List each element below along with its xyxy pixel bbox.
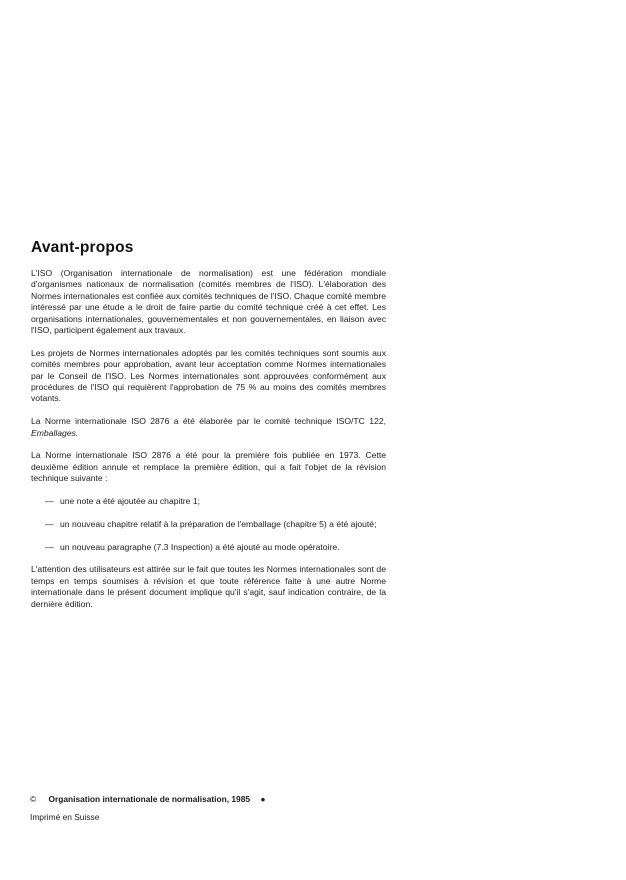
closing-paragraph: L'attention des utilisateurs est attirée sur le fait que toutes les Normes internationales sont de temps en temps soumises à révision et que toute référence faite à une autre Norme internationale dans le présent document implique qu'il s'agit, sauf indication contraire, de la dernière édition. <box>31 564 386 609</box>
revision-text: une note a été ajoutée au chapitre 1; <box>60 496 200 507</box>
list-item <box>31 542 386 553</box>
list-item <box>31 496 386 507</box>
bullet-icon: ● <box>260 794 266 804</box>
revision-text: un nouveau paragraphe (7.3 Inspection) a été ajouté au mode opératoire. <box>60 541 340 552</box>
page-title: Avant-propos <box>31 239 134 256</box>
dash-marker: — <box>45 518 54 529</box>
copyright-icon: © <box>30 794 37 804</box>
edition-paragraph: La Norme internationale ISO 2876 a été pour la première fois publiée en 1973. Cette deuxième édition annule et remplace la première édition, qui a fait l'objet de la révision technique suivante : <box>31 450 386 484</box>
revision-text: un nouveau chapitre relatif à la préparation de l'emballage (chapitre 5) a été ajouté; <box>60 518 377 529</box>
printed-in: Imprimé en Suisse <box>30 812 100 822</box>
list-item <box>31 519 386 530</box>
copyright-line <box>30 794 265 804</box>
foreword-body <box>31 268 386 621</box>
committee-text: La Norme internationale ISO 2876 a été élaborée par le comité technique ISO/TC 122, <box>31 416 386 427</box>
dash-marker: — <box>45 541 54 552</box>
revision-list <box>31 496 386 553</box>
approval-paragraph: Les projets de Normes internationales adoptés par les comités techniques sont soumis aux comités membres pour approbation, avant leur acceptation comme Normes internationales par le Conseil de l'ISO. Les Normes internationales sont approuvées conformément aux procédures de l'ISO qui requièrent l'approbation de 75 % au moins des comités membres votants. <box>31 347 386 404</box>
committee-name: Emballages. <box>31 427 79 438</box>
copyright-text: Organisation internationale de normalisation, 1985 <box>48 794 251 804</box>
intro-paragraph: L'ISO (Organisation internationale de normalisation) est une fédération mondiale d'organismes nationaux de normalisation (comités membres de l'ISO). L'élaboration des Normes internationales est confiée aux comités techniques de l'ISO. Chaque comité membre intéressé par une étude a le droit de faire partie du comité technique créé à cet effet. Les organisations internationales, gouvernementales et non gouvernementales, en liaison avec l'ISO, participent également aux travaux. <box>31 268 386 336</box>
dash-marker: — <box>45 496 54 507</box>
committee-paragraph <box>31 416 386 439</box>
